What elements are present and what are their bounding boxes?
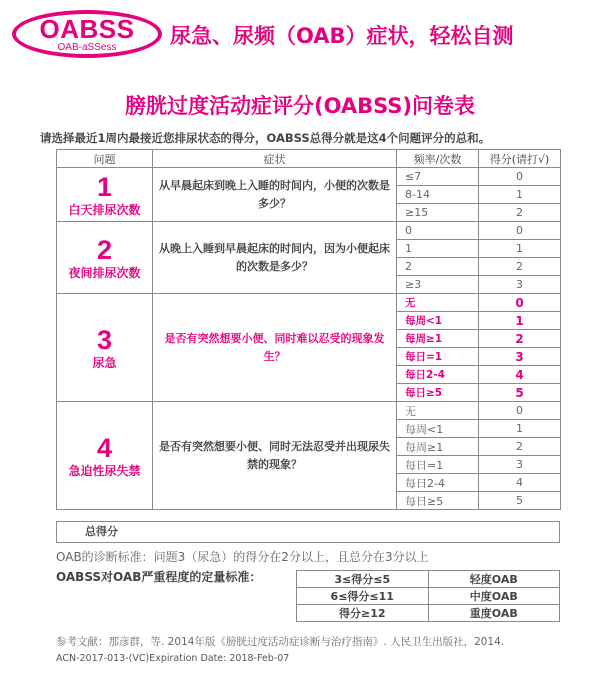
severity-range: 得分≥12 (297, 605, 429, 622)
symptom-cell: 是否有突然想要小便、同时难以忍受的现象发生？ (153, 294, 397, 402)
frequency-option: 无 (397, 402, 479, 420)
question-number: 3 (96, 324, 113, 355)
table-row (57, 168, 561, 186)
question-number: 2 (96, 234, 113, 265)
frequency-option: 无 (397, 294, 479, 312)
severity-row (297, 588, 560, 605)
score-checkbox-cell[interactable]: 4 (479, 366, 561, 384)
question-cell (57, 222, 153, 294)
frequency-option: 1 (397, 240, 479, 258)
question-label: 尿急 (92, 355, 117, 370)
header-title: 尿急、尿频（OAB）症状，轻松自测 (170, 24, 514, 48)
header-frequency: 频率/次数 (397, 150, 479, 168)
questionnaire-body (57, 168, 561, 510)
table-row (57, 222, 561, 240)
question-cell (57, 168, 153, 222)
diagnosis-criteria: OAB的诊断标准：问题3（尿急）的得分在2分以上，且总分在3分以上 (56, 550, 429, 564)
frequency-option: 每日≥5 (397, 492, 479, 510)
severity-table (296, 570, 560, 622)
score-checkbox-cell[interactable]: 3 (479, 348, 561, 366)
score-checkbox-cell[interactable]: 2 (479, 258, 561, 276)
severity-level: 重度OAB (428, 605, 560, 622)
document-code: ACN-2017-013-(VC)Expiration Date: 2018-Feb-07 (56, 653, 290, 664)
score-checkbox-cell[interactable]: 0 (479, 222, 561, 240)
oabss-logo (12, 10, 162, 58)
frequency-option: ≤7 (397, 168, 479, 186)
severity-level: 轻度OAB (428, 571, 560, 588)
score-checkbox-cell[interactable]: 2 (479, 330, 561, 348)
question-label: 夜间排尿次数 (68, 265, 141, 280)
header-question: 问题 (57, 150, 153, 168)
frequency-option: 每日=1 (397, 348, 479, 366)
severity-level: 中度OAB (428, 588, 560, 605)
score-checkbox-cell[interactable]: 2 (479, 438, 561, 456)
severity-label: OABSS对OAB严重程度的定量标准： (56, 570, 262, 584)
frequency-option: 每日2-4 (397, 474, 479, 492)
severity-range: 3≤得分≤5 (297, 571, 429, 588)
score-checkbox-cell[interactable]: 1 (479, 420, 561, 438)
header-score: 得分(请打√) (479, 150, 561, 168)
symptom-cell: 从早晨起床到晚上入睡的时间内，小便的次数是多少？ (153, 168, 397, 222)
symptom-cell: 是否有突然想要小便、同时无法忍受并出现尿失禁的现象？ (153, 402, 397, 510)
score-checkbox-cell[interactable]: 0 (479, 402, 561, 420)
instruction-text: 请选择最近1周内最接近您排尿状态的得分，OABSS总得分就是这4个问题评分的总和。 (40, 131, 491, 145)
score-checkbox-cell[interactable]: 0 (479, 294, 561, 312)
logo-sub-text: OAB-aSSess (57, 42, 117, 53)
question-number: 1 (96, 171, 113, 202)
frequency-option: 每日=1 (397, 456, 479, 474)
score-checkbox-cell[interactable]: 4 (479, 474, 561, 492)
frequency-option: 每周≥1 (397, 330, 479, 348)
severity-row (297, 605, 560, 622)
frequency-option: 每日2-4 (397, 366, 479, 384)
frequency-option: 每周<1 (397, 420, 479, 438)
question-label: 急迫性尿失禁 (68, 463, 141, 478)
frequency-option: 每日≥5 (397, 384, 479, 402)
frequency-option: 每周≥1 (397, 438, 479, 456)
frequency-option: 2 (397, 258, 479, 276)
frequency-option: 每周<1 (397, 312, 479, 330)
question-cell (57, 402, 153, 510)
score-checkbox-cell[interactable]: 2 (479, 204, 561, 222)
score-checkbox-cell[interactable]: 5 (479, 384, 561, 402)
questionnaire-table (56, 149, 561, 510)
score-checkbox-cell[interactable]: 1 (479, 312, 561, 330)
form-title: 膀胱过度活动症评分(OABSS)问卷表 (124, 94, 476, 118)
severity-row (297, 571, 560, 588)
total-score-label: 总得分 (85, 525, 118, 538)
question-label: 白天排尿次数 (68, 202, 141, 217)
reference-text: 参考文献：那彦群，等. 2014年版《膀胱过度活动症诊断与治疗指南》. 人民卫生出版社，2014. (56, 636, 505, 648)
score-checkbox-cell[interactable]: 1 (479, 186, 561, 204)
score-checkbox-cell[interactable]: 3 (479, 276, 561, 294)
table-row (57, 402, 561, 420)
logo-main-text: OABSS (39, 14, 135, 44)
frequency-option: ≥3 (397, 276, 479, 294)
header-symptom: 症状 (153, 150, 397, 168)
table-header-row (57, 150, 561, 168)
frequency-option: 8-14 (397, 186, 479, 204)
total-score-row[interactable] (56, 521, 560, 543)
score-checkbox-cell[interactable]: 0 (479, 168, 561, 186)
score-checkbox-cell[interactable]: 3 (479, 456, 561, 474)
question-cell (57, 294, 153, 402)
score-checkbox-cell[interactable]: 5 (479, 492, 561, 510)
question-number: 4 (96, 432, 113, 463)
frequency-option: ≥15 (397, 204, 479, 222)
symptom-cell: 从晚上入睡到早晨起床的时间内，因为小便起床的次数是多少？ (153, 222, 397, 294)
table-row (57, 294, 561, 312)
frequency-option: 0 (397, 222, 479, 240)
severity-range: 6≤得分≤11 (297, 588, 429, 605)
score-checkbox-cell[interactable]: 1 (479, 240, 561, 258)
